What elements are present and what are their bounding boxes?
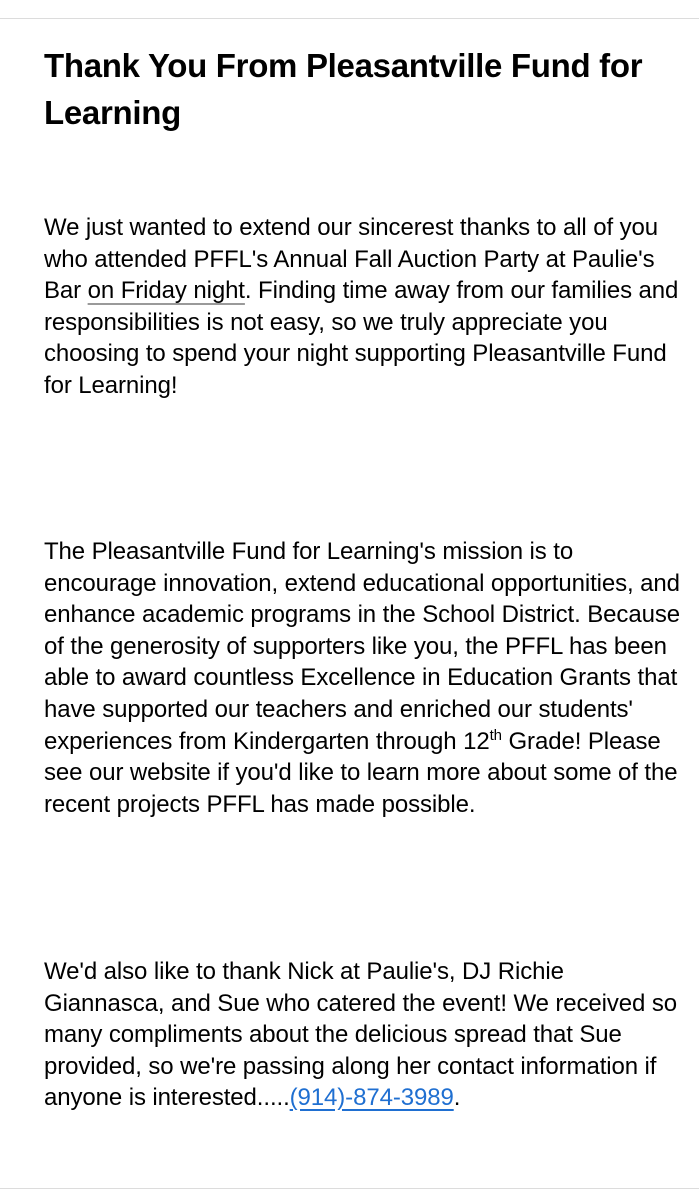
email-body: [44, 42, 684, 1112]
paragraph-thanks-text-1: We just wanted to extend our sincerest thanks to all of you who attended PFFL's Annual Fall Auction Party at Paulie's Bar: [44, 214, 658, 305]
paragraph-ack-text-2: .: [453, 1084, 461, 1112]
page-title: Thank You From Pleasantville Fund for Learning: [44, 47, 643, 131]
paragraph-ack-text-1: We'd also like to thank Nick at Paulie's, DJ Richie Giannasca, and Sue who catered the event! We received so many compliments about the delicious spread that Sue provided, so we're passing along her contact information if anyone is interested.....: [44, 958, 678, 1112]
phone-link[interactable]: (914)-874-3989: [289, 1084, 454, 1112]
paragraph-thanks-text-2: . Finding time away from our families and responsibilities is not easy, so we truly appreciate you choosing to spend your night supporting Pleasantville Fund for Learning!: [44, 277, 679, 399]
paragraph-mission-text-1: The Pleasantville Fund for Learning's mission is to encourage innovation, extend educational opportunities, and enhance academic programs in the School District. Because of the generosity of supporters like you, the PFFL has been able to award countless Excellence in Education Grants that have supported our teachers and enriched our students' experiences from Kindergarten through 12: [44, 538, 680, 755]
paragraph-mission: [44, 536, 684, 820]
bottom-edge: [0, 1188, 699, 1201]
paragraph-thanks: [44, 212, 684, 402]
top-edge: [0, 0, 699, 19]
paragraph-mission-text-2: Grade! Please see our website if you'd like to learn more about some of the recent projects PFFL has made possible.: [44, 727, 678, 818]
paragraph-acknowledgements: [44, 956, 684, 1114]
event-date-link[interactable]: on Friday night: [87, 277, 245, 305]
ordinal-superscript: th: [489, 726, 502, 744]
